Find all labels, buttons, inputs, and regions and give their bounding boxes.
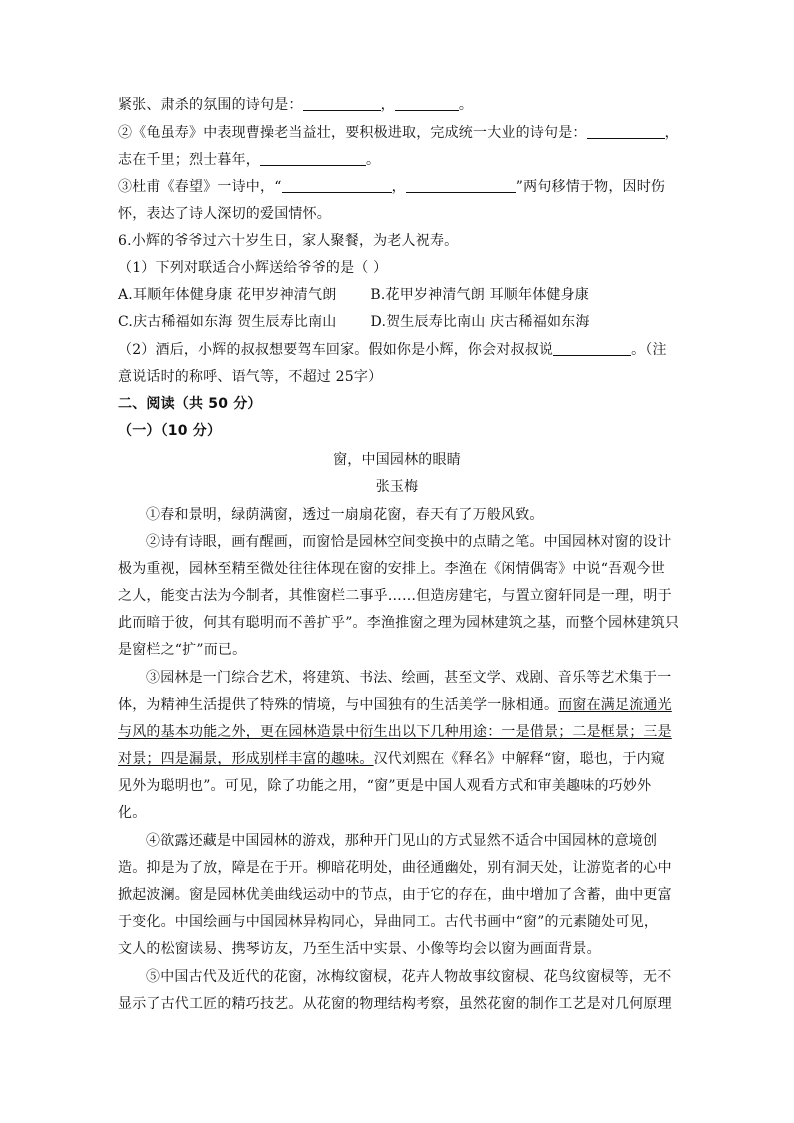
question-6: 6.小辉的爷爷过六十岁生日，家人聚餐，为老人祝寿。 xyxy=(118,233,459,249)
option-a[interactable]: A.耳顺年体健身康 花甲岁神清气朗 xyxy=(118,287,337,303)
option-d[interactable]: D.贺生辰寿比南山 庆古稀福如东海 xyxy=(370,314,590,330)
option-b[interactable]: B.花甲岁神清气朗 耳顺年体健身康 xyxy=(370,287,590,303)
paragraph-2: 是窗栏之“扩”而已。 xyxy=(118,642,247,658)
option-c[interactable]: C.庆古稀福如东海 贺生辰寿比南山 xyxy=(118,314,337,330)
subsection-heading: （一）（10 分） xyxy=(118,423,222,439)
answer-blank[interactable] xyxy=(260,151,366,166)
options-row xyxy=(118,285,678,305)
question-6-1: （1）下列对联适合小辉送给爷爷的是（ ） xyxy=(118,260,388,276)
paragraph-1: ①春和景明，绿荫满窗，透过一扇扇花窗，春天有了万般风致。 xyxy=(146,507,544,523)
article-author: 张玉梅 xyxy=(375,479,419,495)
paragraph-2: 极为重视，园林至精至微处往往体现在窗的安排上。李渔在《闲情偶寄》中说“吾观今世 xyxy=(118,561,665,577)
paragraph-3: 对景；四是漏景，形成别样丰富的趣味。汉代刘熙在《释名》中解释“窗，聪也，于内窥 xyxy=(118,751,665,767)
question-line: 紧张、肃杀的氛围的诗句是： ， 。 xyxy=(118,97,474,113)
paragraph-4: 于变化。中国绘画与中国园林异构同心，异曲同工。古代书画中“窗”的元素随处可见， xyxy=(118,914,659,930)
section-heading: 二、阅读（共 50 分） xyxy=(118,396,262,412)
paragraph-4: 造。抑是为了放，障是在于开。柳暗花明处，曲径通幽处，别有洞天处，让游览者的心中 xyxy=(118,860,672,876)
article-title: 窗，中国园林的眼睛 xyxy=(333,452,461,468)
paragraph-3: 见外为聪明也”。可见，除了功能之用，“窗”更是中国人观看方式和审美趣味的巧妙外 xyxy=(118,778,652,794)
paragraph-2: 此而暗于彼，何其有聪明而不善扩乎”。李渔推窗之理为园林建筑之基，而整个园林建筑只 xyxy=(118,615,680,631)
question-text: ②《龟虽寿》中表现曹操老当益壮，要积极进取，完成统一大业的诗句是： xyxy=(118,125,587,141)
underlined-sentence: 对景；四是漏景，形成别样丰富的趣味。 xyxy=(118,751,374,767)
paragraph-3: 化。 xyxy=(118,805,147,821)
paragraph-5: ⑤中国古代及近代的花窗，冰梅纹窗棂，花卉人物故事纹窗棂、花鸟纹窗棂等，无不 xyxy=(146,969,672,985)
question-text: ③杜甫《春望》一诗中，“ xyxy=(118,179,282,195)
question-line: ②《龟虽寿》中表现曹操老当益壮，要积极进取，完成统一大业的诗句是： ， xyxy=(118,125,679,141)
question-6-2: （2）酒后，小辉的叔叔想要驾车回家。假如你是小辉，你会对叔叔说 。（注 xyxy=(118,342,667,358)
underlined-sentence: 而窗在满足流通光 xyxy=(558,697,672,713)
underlined-sentence: 与风的基本功能之外，更在园林造景中衍生出以下几种用途：一是借景；二是框景；三是 xyxy=(118,724,672,740)
question-line: 意说话时的称呼、语气等，不超过 25字） xyxy=(118,369,383,385)
answer-blank[interactable] xyxy=(406,178,516,193)
paragraph-2: 之人，能变古法为今制者，其惟窗栏二事乎……但造房建宅，与置立窗轩同是一理，明于 xyxy=(118,588,672,604)
paragraph-4: 掀起波澜。窗是园林优美曲线运动中的节点，由于它的存在，曲中增加了含蓄，曲中更富 xyxy=(118,887,672,903)
question-text: 紧张、肃杀的氛围的诗句是： xyxy=(118,97,303,113)
options-row xyxy=(118,312,678,332)
question-line: 志在千里；烈士暮年， 。 xyxy=(118,152,381,168)
paragraph-2: ②诗有诗眼，画有醒画，而窗恰是园林空间变换中的点睛之笔。中国园林对窗的设计 xyxy=(146,534,672,550)
paragraph-4: ④欲露还藏是中国园林的游戏，那种开门见山的方式显然不适合中国园林的意境创 xyxy=(146,833,658,849)
answer-blank[interactable] xyxy=(395,96,459,111)
question-text: 志在千里；烈士暮年， xyxy=(118,152,260,168)
answer-blank[interactable] xyxy=(303,96,381,111)
answer-blank[interactable] xyxy=(553,341,631,356)
paragraph-3: 体，为精神生活提供了特殊的情境，与中国独有的生活美学一脉相通。而窗在满足流通光 xyxy=(118,697,672,713)
answer-blank[interactable] xyxy=(282,178,392,193)
answer-blank[interactable] xyxy=(587,124,665,139)
paragraph-3: ③园林是一门综合艺术，将建筑、书法、绘画，甚至文学、戏剧、音乐等艺术集于一 xyxy=(146,670,672,686)
paragraph-4: 文人的松窗读易、携琴访友，乃至生活中实景、小像等均会以窗为画面背景。 xyxy=(118,941,601,957)
question-line: ③杜甫《春望》一诗中，“ ， ”两句移情于物，因时伤 xyxy=(118,179,666,195)
question-line: 怀，表达了诗人深切的爱国情怀。 xyxy=(118,206,331,222)
paragraph-5: 显示了古代工匠的精巧技艺。从花窗的物理结构考察，虽然花窗的制作工艺是对几何原理 xyxy=(118,996,672,1012)
